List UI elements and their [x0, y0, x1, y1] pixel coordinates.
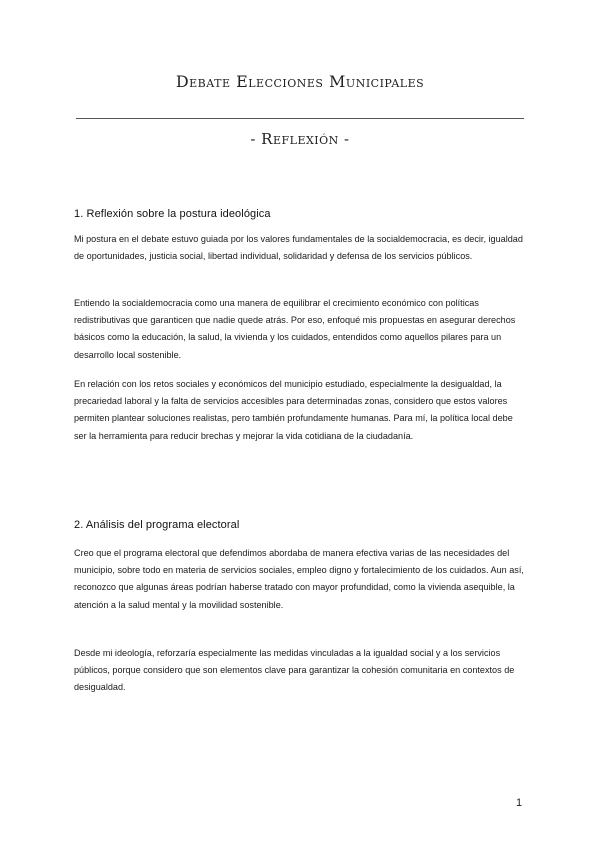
paragraph: Entiendo la socialdemocracia como una manera de equilibrar el crecimiento económico con políticas redistributivas que garanticen que nadie quede atrás. Por eso, enfoqué mis propuestas en asegurar derechos básicos como la educación, la salud, la vivienda y los cuidados, entendidos como aquellos pilares para un desarrollo local sostenible. [74, 298, 516, 360]
page-number: 1 [516, 797, 523, 809]
paragraph: Desde mi ideología, reforzaría especialmente las medidas vinculadas a la igualdad social y a los servicios públicos, porque considero que son elementos clave para garantizar la cohesión comunitaria en contextos de desigualdad. [74, 648, 515, 693]
title-divider [76, 118, 524, 119]
paragraph: En relación con los retos sociales y económicos del municipio estudiado, especialmente la desigualdad, la precariedad laboral y la falta de servicios accesibles para determinadas zonas, considero que estos valores permiten plantear soluciones realistas, pero también profundamente humanas. Para mí, la política local debe ser la herramienta para reducir brechas y mejorar la vida cotidiana de la ciudadanía. [74, 379, 513, 441]
document-title: Debate Elecciones Municipales [175, 72, 425, 91]
section-heading: 2. Análisis del programa electoral [74, 519, 240, 531]
paragraph: Creo que el programa electoral que defendimos abordaba de manera efectiva varias de las necesidades del municipio, sobre todo en materia de servicios sociales, empleo digno y fortalecimiento de los cuidados. Aun así, reconozco que algunas áreas podrían haberse tratado con mayor profundidad, como la vivienda asequible, la atención a la salud mental y la movilidad sostenible. [74, 548, 524, 610]
paragraph: Mi postura en el debate estuvo guiada por los valores fundamentales de la socialdemocracia, es decir, igualdad de oportunidades, justicia social, libertad individual, solidaridad y defensa de los servicios públicos. [74, 234, 523, 262]
document-subtitle: - Reflexión - [250, 130, 350, 148]
section-heading: 1. Reflexión sobre la postura ideológica [74, 208, 271, 220]
